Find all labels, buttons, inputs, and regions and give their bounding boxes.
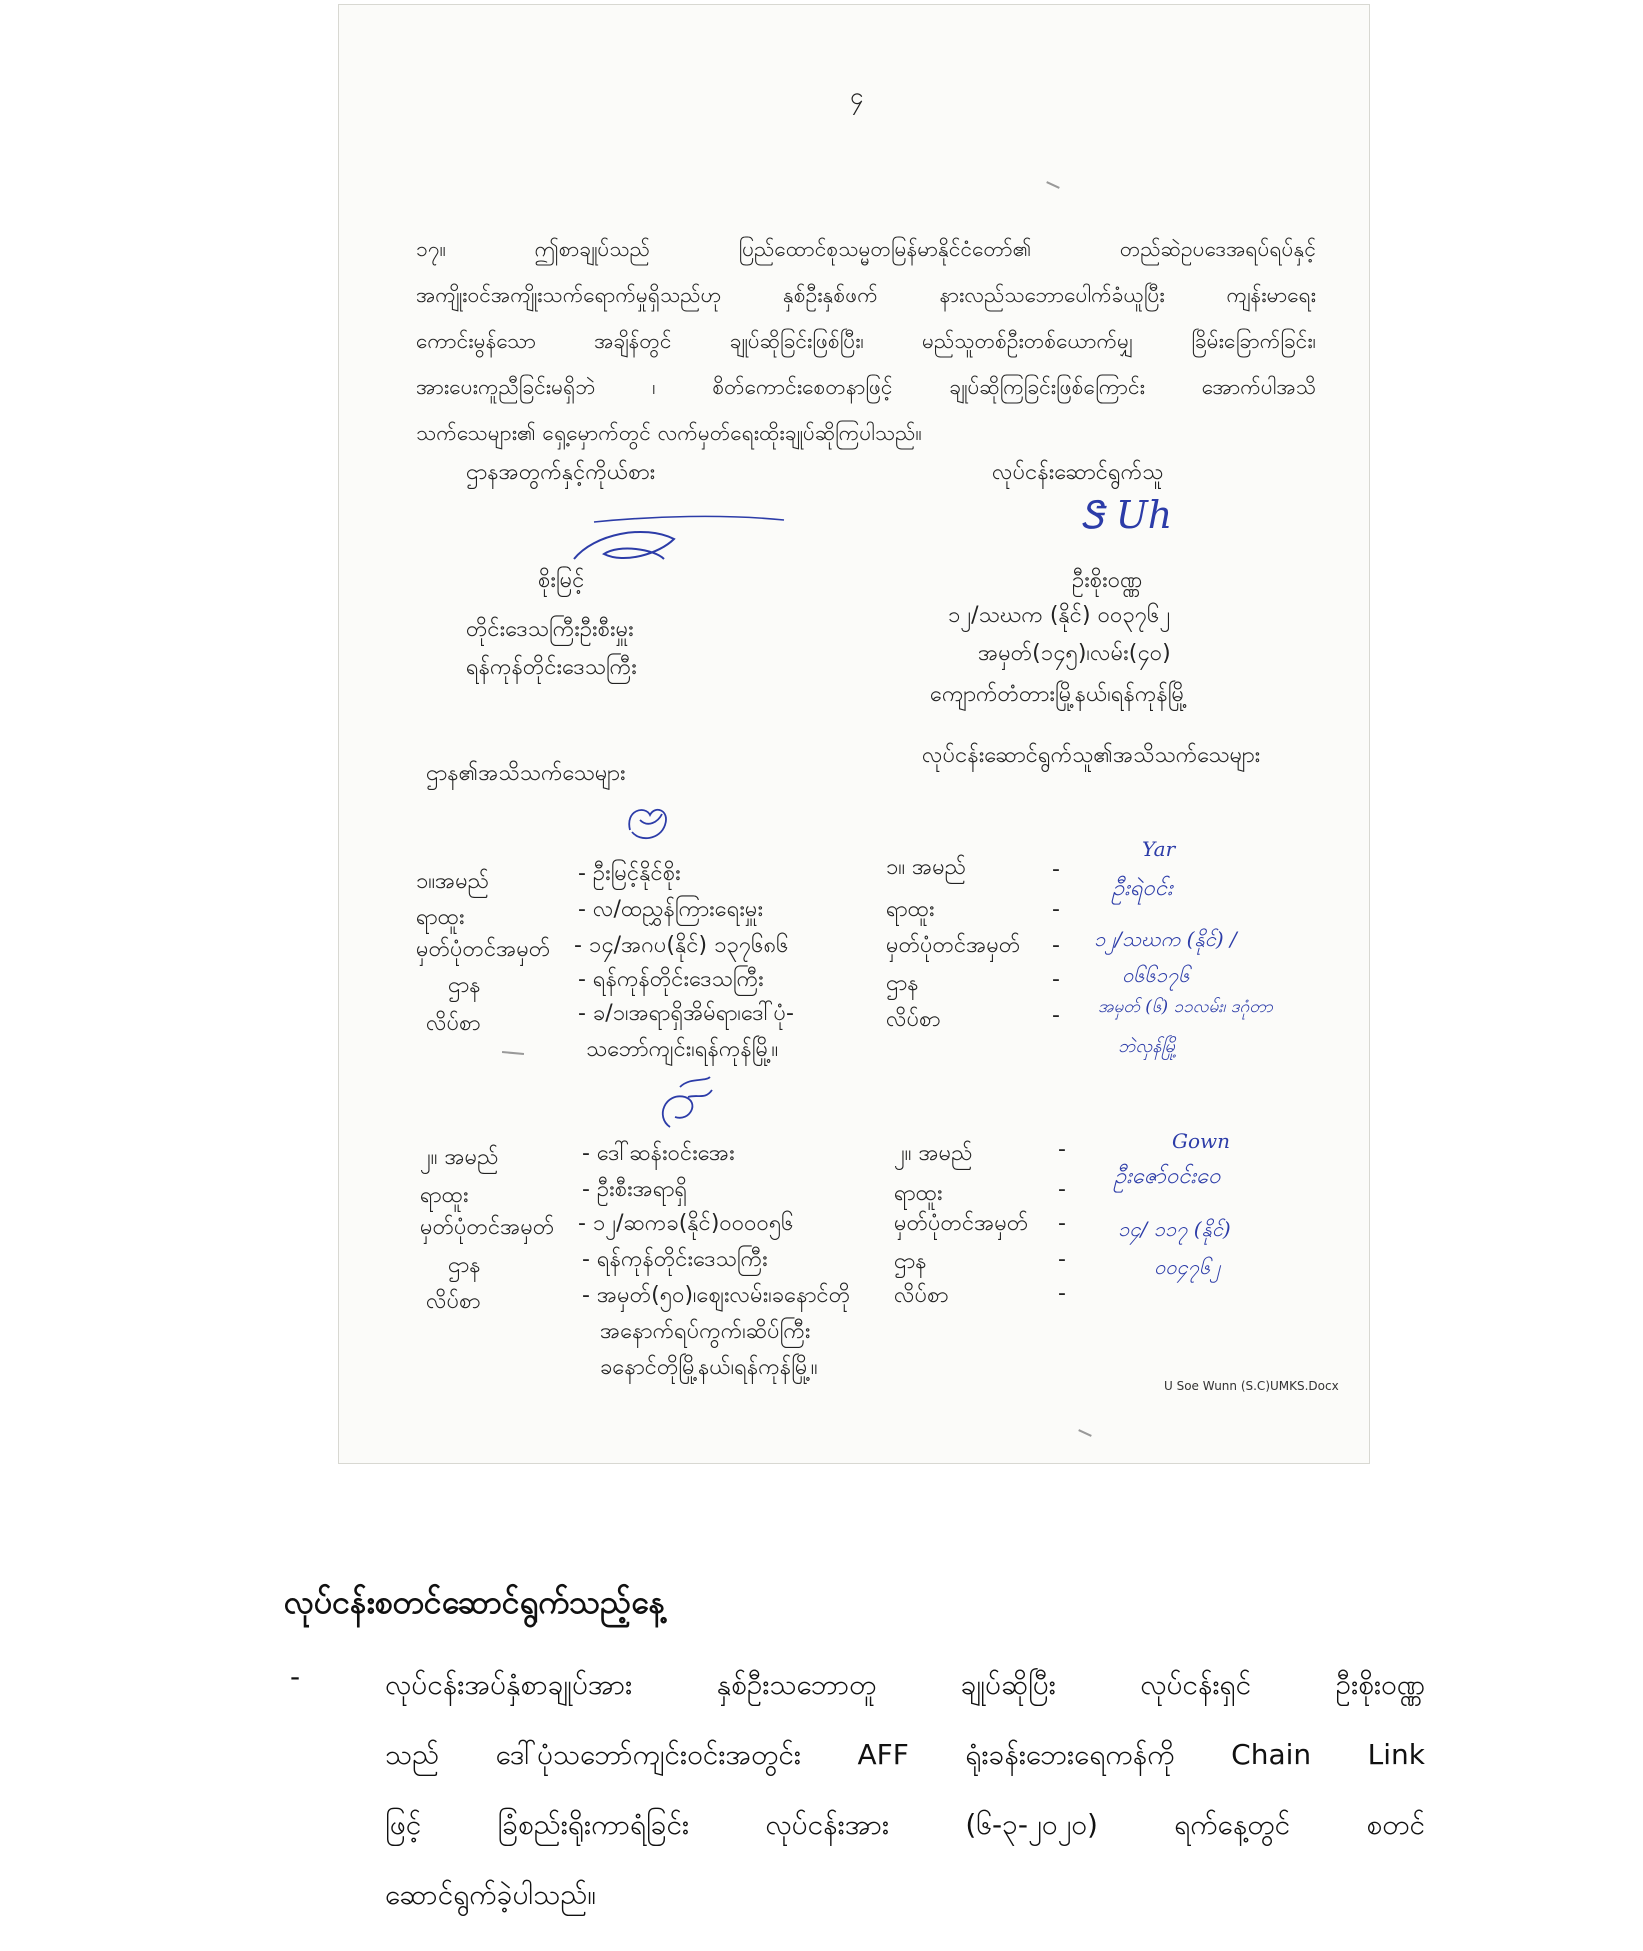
scan-artifact xyxy=(502,1051,524,1055)
witness1-nrc: - ၁၄/အဂပ(နိုင်) ၁၃၇၆၈၆ xyxy=(574,933,789,958)
section-title: လုပ်ငန်းစတင်ဆောင်ရွက်သည့်နေ့ xyxy=(284,1583,666,1621)
section-paragraph xyxy=(385,1650,1425,1930)
right-party-address: အမှတ်(၁၄၅)၊လမ်း(၄၀) xyxy=(978,641,1171,666)
witness2-name: - ဒေါ်ဆန်းဝင်းအေး xyxy=(582,1141,735,1166)
witness1-address: သဘော်ကျင်း၊ရန်ကုန်မြို့။ xyxy=(586,1037,779,1062)
left-witness-heading: ဌာန၏အသိသက်သေများ xyxy=(426,761,626,786)
left-party-region: ရန်ကုန်တိုင်းဒေသကြီး xyxy=(466,655,637,680)
right-witness2-dash: - xyxy=(1058,1211,1066,1236)
right-party-signature: Ꮥ Uh xyxy=(1080,493,1173,537)
left-party-title: တိုင်းဒေသကြီးဦးစီးမှူး xyxy=(466,617,634,642)
right-witness2-dash: - xyxy=(1058,1281,1066,1306)
right-witness1-name: ဦးရဲဝင်း xyxy=(1112,876,1173,901)
right-witness2-rank-label: ရာထူး xyxy=(894,1181,943,1206)
right-witness1-dash: - xyxy=(1052,933,1060,958)
paragraph-line: အားပေးကူညီခြင်းမရှိဘဲ ၊ စိတ်ကောင်းစေတနာဖြင့် ချုပ်ဆိုကြခြင်းဖြစ်ကြောင်း အောက်ပါအသိ xyxy=(416,375,1316,399)
witness1-name-label: ၁။အမည် xyxy=(416,869,490,894)
witness1-address-label: လိပ်စာ xyxy=(426,1011,481,1036)
witness1-nrc-label: မှတ်ပုံတင်အမှတ် xyxy=(416,937,551,962)
right-witness1-rank-label: ရာထူး xyxy=(886,897,935,922)
scan-artifact xyxy=(1046,181,1060,189)
right-witness2-dash: - xyxy=(1058,1177,1066,1202)
paragraph-line: အကျိုးဝင်အကျိုးသက်ရောက်မှုရှိသည်ဟု နှစ်ဦးနှစ်ဖက် နားလည်သဘောပေါက်ခံယူပြီး ကျန်းမာရေး xyxy=(416,283,1316,307)
right-witness1-name-label: ၁။ အမည် xyxy=(886,855,967,880)
right-witness1-signature: Yar xyxy=(1142,837,1176,861)
right-witness1-address-label: လိပ်စာ xyxy=(886,1007,941,1032)
right-witness2-nrc: ၁၄/ ၁၁၇ (နိုင်) xyxy=(1118,1217,1231,1241)
right-witness1-address: အမှတ် (၆) ၁၁လမ်း၊ ဒဂုံတာ xyxy=(1098,997,1273,1017)
scanned-page xyxy=(338,4,1370,1464)
witness1-signature xyxy=(620,800,680,850)
witness2-nrc-label: မှတ်ပုံတင်အမှတ် xyxy=(420,1215,555,1240)
bullet-dash: - xyxy=(290,1660,301,1693)
right-witness1-address: ဘဲလှန်မြို့ xyxy=(1118,1036,1178,1057)
right-witness2-dash: - xyxy=(1058,1247,1066,1272)
witness2-rank-label: ရာထူး xyxy=(420,1183,469,1208)
right-witness1-dept-label: ဌာန xyxy=(886,971,919,996)
witness1-rank: - လ/ထညွှန်ကြားရေးမှူး xyxy=(578,897,764,922)
right-witness2-name: ဦးဇော်ဝင်းဝေ xyxy=(1114,1164,1221,1189)
left-party-heading: ဌာနအတွက်နှင့်ကိုယ်စား xyxy=(466,460,656,485)
page-number: ၄ xyxy=(850,82,864,110)
witness1-rank-label: ရာထူး xyxy=(416,905,465,930)
witness1-name: - ဦးမြင့်နိုင်စိုး xyxy=(578,861,681,886)
paragraph-line: ဖြင့် ခြံစည်းရိုးကာရံခြင်း လုပ်ငန်းအား (၆-၃-၂၀၂၀) ရက်နေ့တွင် စတင် xyxy=(385,1808,1425,1841)
right-witness-heading: လုပ်ငန်းဆောင်ရွက်သူ၏အသိသက်သေများ xyxy=(922,743,1261,768)
witness2-name-label: ၂။ အမည် xyxy=(420,1145,499,1170)
right-witness2-nrc: ၀၀၄၇၆၂ xyxy=(1154,1255,1221,1279)
right-witness2-name-label: ၂။ အမည် xyxy=(894,1141,973,1166)
right-witness1-nrc: ၁၂/သဃက (နိုင်) / xyxy=(1094,927,1237,951)
witness1-dept: - ရန်ကုန်တိုင်းဒေသကြီး xyxy=(578,967,764,992)
right-witness2-signature: Gown xyxy=(1172,1129,1231,1153)
right-witness2-dash: - xyxy=(1058,1137,1066,1162)
witness1-dept-label: ဌာန xyxy=(448,973,481,998)
witness2-rank: - ဦးစီးအရာရှိ xyxy=(582,1177,688,1202)
witness2-nrc: - ၁၂/ဆကခ(နိုင်)၀၀၀၀၅၆ xyxy=(578,1211,794,1236)
right-witness1-dash: - xyxy=(1052,1003,1060,1028)
right-witness2-dept-label: ဌာန xyxy=(894,1249,927,1274)
paragraph-line: ကောင်းမွန်သော အချိန်တွင် ချုပ်ဆိုခြင်းဖြစ်ပြီး၊ မည်သူတစ်ဦးတစ်ယောက်မျှ ခြိမ်းခြောက်ခြင်း၊ xyxy=(416,329,1316,353)
right-party-address: ကျောက်တံတားမြို့နယ်၊ရန်ကုန်မြို့ xyxy=(930,682,1188,707)
witness2-address: - အမှတ်(၅၀)၊ဈေးလမ်း၊ခနောင်တို xyxy=(582,1283,851,1308)
witness2-signature xyxy=(650,1072,720,1132)
witness2-dept-label: ဌာန xyxy=(448,1253,481,1278)
document-footer: U Soe Wunn (S.C)UMKS.Docx xyxy=(1164,1379,1339,1393)
paragraph-line: သည် ဒေါ်ပုံသဘော်ကျင်းဝင်းအတွင်း AFF ရုံးခန်းဘေးရေကန်ကို Chain Link xyxy=(385,1738,1425,1771)
witness2-address: အနောက်ရပ်ကွက်၊ဆိပ်ကြီး xyxy=(600,1319,811,1344)
right-witness1-dash: - xyxy=(1052,967,1060,992)
scan-artifact xyxy=(1078,1429,1092,1437)
left-party-name: စိုးမြင့် xyxy=(538,568,585,593)
right-witness1-dash: - xyxy=(1052,897,1060,922)
right-witness2-nrc-label: မှတ်ပုံတင်အမှတ် xyxy=(894,1211,1029,1236)
paragraph-line: သက်သေများ၏ ရှေ့မှောက်တွင် လက်မှတ်ရေးထိုးချုပ်ဆိုကြပါသည်။ xyxy=(416,421,922,445)
paragraph-line: ၁၇။ ဤစာချုပ်သည် ပြည်ထောင်စုသမ္မတမြန်မာနိုင်ငံတော်၏ တည်ဆဲဥပဒေအရပ်ရပ်နှင့် xyxy=(416,237,1316,261)
witness2-address: ခနောင်တိုမြို့နယ်၊ရန်ကုန်မြို့။ xyxy=(600,1355,818,1380)
witness2-address-label: လိပ်စာ xyxy=(426,1289,481,1314)
right-witness1-nrc-label: မှတ်ပုံတင်အမှတ် xyxy=(886,933,1021,958)
clause-paragraph xyxy=(416,229,1316,459)
right-party-name: ဦးစိုးဝဏ္ဏ xyxy=(1072,568,1143,593)
right-party-nrc: ၁၂/သဃက (နိုင်) ၀၀၃၇၆၂ xyxy=(948,603,1171,628)
witness1-address: - ခ/၁၊အရာရှိအိမ်ရာ၊ဒေါ်ပုံ- xyxy=(578,1001,794,1026)
right-witness1-dash: - xyxy=(1052,857,1060,882)
paragraph-line: လုပ်ငန်းအပ်နှံစာချုပ်အား နှစ်ဦးသဘောတူ ချုပ်ဆိုပြီး လုပ်ငန်းရှင် ဦးစိုးဝဏ္ဏ xyxy=(385,1668,1425,1701)
right-party-heading: လုပ်ငန်းဆောင်ရွက်သူ xyxy=(992,460,1164,485)
witness2-dept: - ရန်ကုန်တိုင်းဒေသကြီး xyxy=(582,1247,768,1272)
right-witness2-address-label: လိပ်စာ xyxy=(894,1283,949,1308)
paragraph-line: ဆောင်ရွက်ခဲ့ပါသည်။ xyxy=(385,1878,596,1911)
right-witness1-nrc: ၀၆၆၁၇၆ xyxy=(1122,963,1190,987)
